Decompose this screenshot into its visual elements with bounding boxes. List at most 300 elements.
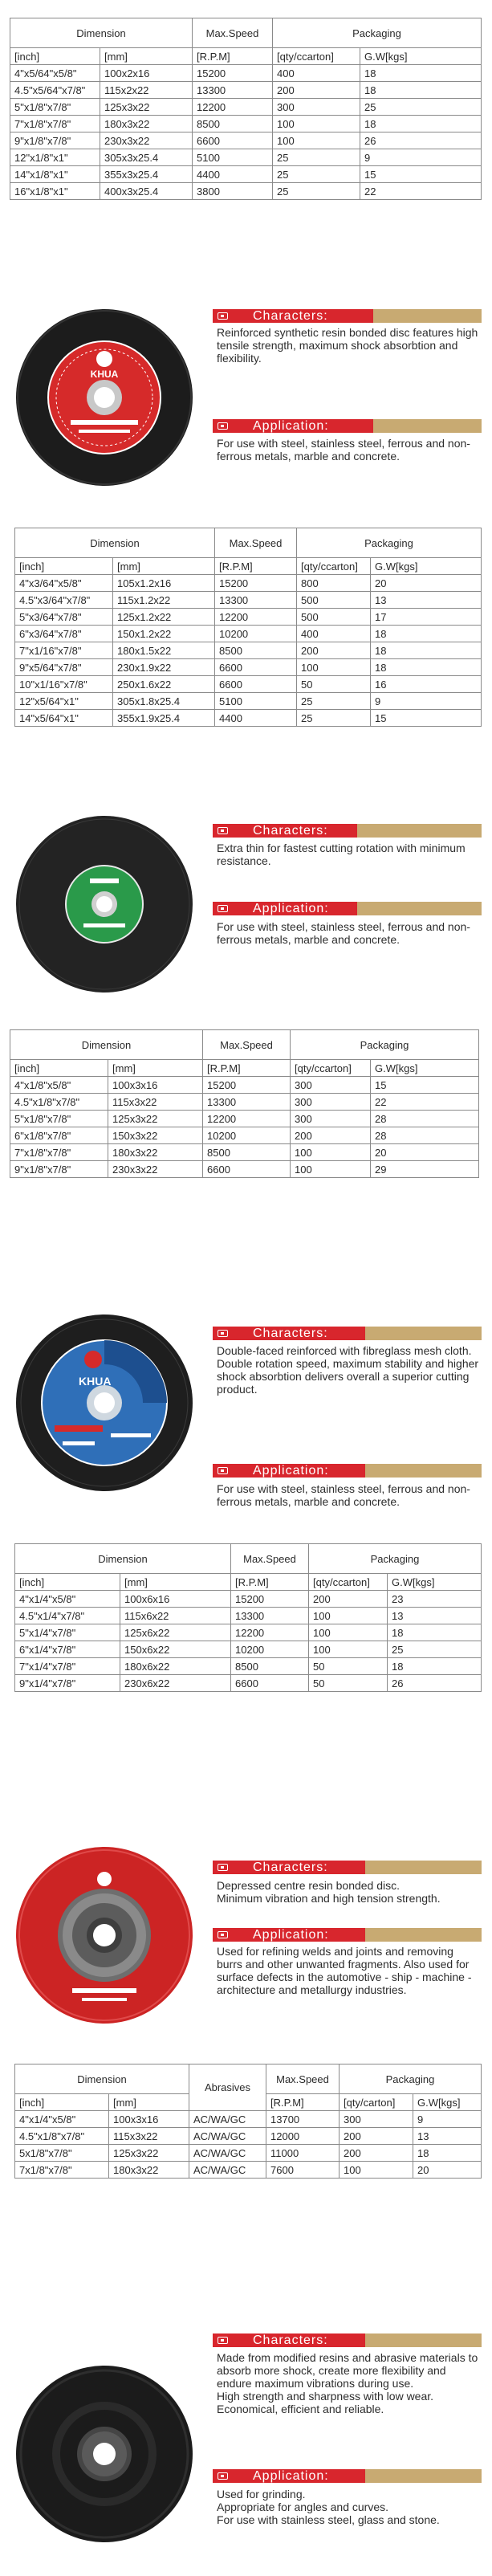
product-2-characters-text [217,842,482,867]
table-cell: 26 [388,1675,482,1692]
table-cell: 125x3x22 [100,99,193,116]
table-cell: 100x3x16 [109,2111,189,2128]
spec-table-3 [10,1029,479,1178]
table-row [10,166,482,183]
table-cell: 4"x5/64"x5/8" [10,65,100,82]
table-cell: 3800 [193,183,273,200]
table-cell: 100 [340,2162,413,2179]
table-cell: 50 [309,1675,388,1692]
table-row [10,149,482,166]
header-dimension: Dimension [10,18,193,48]
characters-label: Characters: [253,824,328,838]
subheader-rpm: [R.P.M] [215,558,297,575]
application-label: Application: [253,1464,329,1478]
table-row [15,575,482,592]
table-cell: 28 [371,1127,479,1144]
table-cell: 250x1.6x22 [113,676,215,693]
header-dimension: Dimension [15,1544,231,1574]
table-cell: 10200 [203,1127,291,1144]
product-3-characters-text [217,1344,482,1396]
table-cell: 6600 [203,1161,291,1178]
table-cell: 22 [360,183,482,200]
table-cell: 18 [371,659,482,676]
table-cell: 100 [273,116,360,132]
table-cell: 6"x1/4"x7/8" [15,1641,120,1658]
table-cell: 8500 [193,116,273,132]
table-cell: 200 [309,1591,388,1608]
characters-label: Characters: [253,1327,328,1340]
subheader-gw: G.W[kgs] [413,2094,482,2111]
table-cell: 11000 [266,2145,340,2162]
characters-label: Characters: [253,309,328,323]
table-cell: 8500 [231,1658,309,1675]
table-cell: 28 [371,1111,479,1127]
table-cell: 50 [309,1658,388,1675]
table-cell: 4400 [193,166,273,183]
table-row [15,609,482,626]
table-cell: 300 [291,1077,371,1094]
table-cell: 355x3x25.4 [100,166,193,183]
subheader-rpm: [R.P.M] [203,1060,291,1077]
table-cell: 18 [371,642,482,659]
table-cell: 7x1/8"x7/8" [15,2162,109,2179]
table-cell: AC/WA/GC [189,2145,266,2162]
table-cell: 100x3x16 [108,1077,203,1094]
table-cell: 6600 [215,676,297,693]
table-cell: 17 [371,609,482,626]
application-label: Application: [253,419,329,433]
subheader-mm: [mm] [108,1060,203,1077]
table-cell: 15200 [215,575,297,592]
subheader-gw: G.W[kgs] [371,1060,479,1077]
application-label: Application: [253,1928,329,1942]
table-cell: 15200 [231,1591,309,1608]
header-abrasives: Abrasives [189,2064,266,2111]
table-cell: 9 [360,149,482,166]
table-cell: 12000 [266,2128,340,2145]
characters-line: Minimum vibration and high tension strength. [217,1892,441,1905]
header-packaging: Packaging [309,1544,482,1574]
application-line: For use with steel, stainless steel, ferrous and non-ferrous metals, marble and concrete. [217,437,470,463]
product-4-application-bar [213,1928,482,1942]
play-icon [213,1864,232,1871]
play-icon [213,2472,232,2480]
table-row [15,710,482,727]
subheader-qty: [qty/ccarton] [291,1060,371,1077]
table-cell: 180x3x22 [109,2162,189,2179]
table-cell: 5"x1/8"x7/8" [10,99,100,116]
play-icon [213,1467,232,1474]
table-row [15,1608,482,1624]
table-cell: 9"x5/64"x7/8" [15,659,113,676]
subheader-gw: G.W[kgs] [371,558,482,575]
table-cell: 230x3x22 [100,132,193,149]
subheader-inch: [inch] [10,48,100,65]
table-cell: 4.5"x1/8"x7/8" [15,2128,109,2145]
subheader-rpm: [R.P.M] [193,48,273,65]
disc-brand: KHUA [90,369,119,380]
product-5-characters-bar [213,2333,482,2347]
table-row [10,1094,479,1111]
product-5-disc-image [14,2364,194,2544]
product-4-disc-image [14,1845,194,2025]
table-cell: 4"x1/8"x5/8" [10,1077,108,1094]
table-cell: 355x1.9x25.4 [113,710,215,727]
table-cell: 100 [273,132,360,149]
spec-table-1 [10,18,482,200]
product-5-characters-text [217,2351,482,2415]
table-cell: 18 [360,116,482,132]
table-cell: 12200 [215,609,297,626]
subheader-qty: [qty/ccarton] [297,558,371,575]
table-cell: 25 [297,693,371,710]
subheader-qty: [qty/carton] [340,2094,413,2111]
product-1-disc-image [14,308,194,487]
table-cell: 400x3x25.4 [100,183,193,200]
table-cell: 300 [340,2111,413,2128]
table-cell: 6600 [215,659,297,676]
subheader-qty: [qty/ccarton] [309,1574,388,1591]
table-cell: 230x6x22 [120,1675,231,1692]
table-cell: 18 [360,82,482,99]
table-cell: 13 [371,592,482,609]
header-packaging: Packaging [291,1030,479,1060]
product-2-disc-image [14,814,194,994]
table-cell: 50 [297,676,371,693]
table-cell: 800 [297,575,371,592]
table-cell: 13300 [231,1608,309,1624]
table-row [15,676,482,693]
header-max-speed: Max.Speed [231,1544,309,1574]
table-cell: 115x6x22 [120,1608,231,1624]
characters-line: Extra thin for fastest cutting rotation with minimum resistance. [217,842,466,867]
table-cell: 25 [273,166,360,183]
subheader-rpm: [R.P.M] [266,2094,340,2111]
table-row [15,626,482,642]
table-cell: 13300 [203,1094,291,1111]
table-row [15,642,482,659]
product-1-characters-text [217,326,482,365]
application-label: Application: [253,902,329,915]
table-row [10,1161,479,1178]
table-cell: 105x1.2x16 [113,575,215,592]
play-icon [213,827,232,834]
table-row [10,99,482,116]
table-cell: 100 [309,1641,388,1658]
table-cell: 300 [291,1094,371,1111]
subheader-inch: [inch] [10,1060,108,1077]
table-cell: 18 [371,626,482,642]
table-cell: 4.5"x5/64"x7/8" [10,82,100,99]
table-cell: 180x3x22 [108,1144,203,1161]
characters-label: Characters: [253,1861,328,1874]
table-cell: 13300 [193,82,273,99]
table-cell: 6"x1/8"x7/8" [10,1127,108,1144]
table-cell: 15 [371,1077,479,1094]
table-row [15,2128,482,2145]
table-row [15,2111,482,2128]
product-2-application-text [217,920,482,946]
play-icon [213,1931,232,1938]
subheader-inch: [inch] [15,558,113,575]
subheader-inch: [inch] [15,2094,109,2111]
table-cell: 20 [413,2162,482,2179]
header-packaging: Packaging [297,528,482,558]
table-row [15,659,482,676]
product-2-characters-bar [213,824,482,838]
table-cell: 500 [297,609,371,626]
subheader-gw: G.W[kgs] [360,48,482,65]
table-cell: 9"x1/8"x7/8" [10,1161,108,1178]
table-cell: 115x3x22 [108,1094,203,1111]
table-cell: 13700 [266,2111,340,2128]
table-cell: 14"x1/8"x1" [10,166,100,183]
table-cell: 12"x1/8"x1" [10,149,100,166]
characters-line: High strength and sharpness with low wear. Economical, efficient and reliable. [217,2390,434,2415]
table-cell: 200 [291,1127,371,1144]
product-4-application-text [217,1945,482,1996]
table-cell: 5x1/8"x7/8" [15,2145,109,2162]
product-4-characters-bar [213,1861,482,1874]
header-dimension: Dimension [15,528,215,558]
table-cell: 12"x5/64"x1" [15,693,113,710]
table-row [15,2162,482,2179]
table-cell: 22 [371,1094,479,1111]
table-cell: 25 [297,710,371,727]
application-line: Appropriate for angles and curves. [217,2501,389,2513]
table-cell: 125x6x22 [120,1624,231,1641]
table-cell: 400 [297,626,371,642]
table-cell: 10"x1/16"x7/8" [15,676,113,693]
table-cell: 5"x1/4"x7/8" [15,1624,120,1641]
subheader-mm: [mm] [120,1574,231,1591]
table-cell: 4.5"x3/64"x7/8" [15,592,113,609]
table-cell: 15200 [193,65,273,82]
characters-line: Depressed centre resin bonded disc. [217,1879,401,1892]
table-cell: 8500 [203,1144,291,1161]
subheader-mm: [mm] [109,2094,189,2111]
table-cell: 200 [273,82,360,99]
table-cell: 12200 [231,1624,309,1641]
table-row [10,1127,479,1144]
application-line: For use with steel, stainless steel, ferrous and non-ferrous metals, marble and concrete. [217,1482,470,1508]
table-cell: 13 [388,1608,482,1624]
table-cell: 13 [413,2128,482,2145]
table-cell: 7"x1/8"x7/8" [10,1144,108,1161]
table-row [10,132,482,149]
table-cell: 200 [340,2128,413,2145]
subheader-inch: [inch] [15,1574,120,1591]
table-cell: 4"x1/4"x5/8" [15,2111,109,2128]
table-cell: 230x3x22 [108,1161,203,1178]
table-cell: 18 [388,1658,482,1675]
table-cell: 300 [273,99,360,116]
table-cell: 125x3x22 [108,1111,203,1127]
table-row [15,693,482,710]
table-cell: 23 [388,1591,482,1608]
table-cell: 25 [360,99,482,116]
header-packaging: Packaging [273,18,482,48]
table-cell: 150x6x22 [120,1641,231,1658]
product-4-characters-text [217,1879,482,1905]
table-cell: 6600 [193,132,273,149]
table-row [10,1077,479,1094]
application-label: Application: [253,2469,329,2483]
spec-table-2 [14,528,482,727]
characters-label: Characters: [253,2333,328,2347]
spec-table-4 [14,1543,482,1692]
table-cell: 7600 [266,2162,340,2179]
table-cell: 25 [388,1641,482,1658]
table-row [10,183,482,200]
product-5-application-text [217,2488,482,2526]
table-cell: 6600 [231,1675,309,1692]
header-dimension: Dimension [15,2064,189,2094]
table-cell: 18 [360,65,482,82]
characters-line: Reinforced synthetic resin bonded disc features high tensile strength, maximum shock absorbtion and flexibility. [217,326,478,365]
table-cell: 5100 [215,693,297,710]
table-row [15,2145,482,2162]
table-cell: 4"x3/64"x5/8" [15,575,113,592]
table-row [10,1144,479,1161]
table-cell: 100 [297,659,371,676]
table-cell: 7"x1/4"x7/8" [15,1658,120,1675]
table-cell: 100 [309,1608,388,1624]
disc-brand: KHUA [79,1375,112,1388]
product-1-characters-bar [213,309,482,323]
characters-line: Made from modified resins and abrasive materials to absorb more shock, create more flexibility and endure maximum vibrations during use. [217,2351,478,2390]
header-packaging: Packaging [340,2064,482,2094]
table-cell: 125x1.2x22 [113,609,215,626]
table-cell: 305x1.8x25.4 [113,693,215,710]
subheader-rpm: [R.P.M] [231,1574,309,1591]
table-cell: 18 [388,1624,482,1641]
table-cell: 500 [297,592,371,609]
table-cell: 13300 [215,592,297,609]
characters-line: Double-faced reinforced with fibreglass mesh cloth. Double rotation speed, maximum stability and higher shock absorbtion delivers overall a superior cutting product. [217,1344,479,1396]
table-cell: 9"x1/4"x7/8" [15,1675,120,1692]
table-cell: 4"x1/4"x5/8" [15,1591,120,1608]
table-cell: 25 [273,183,360,200]
table-cell: 100x2x16 [100,65,193,82]
header-max-speed: Max.Speed [266,2064,340,2094]
subheader-qty: [qty/ccarton] [273,48,360,65]
table-cell: 18 [413,2145,482,2162]
table-cell: 16"x1/8"x1" [10,183,100,200]
table-cell: 125x3x22 [109,2145,189,2162]
product-3-disc-image [14,1313,194,1493]
table-cell: 180x3x22 [100,116,193,132]
play-icon [213,905,232,912]
table-cell: 115x3x22 [109,2128,189,2145]
table-cell: AC/WA/GC [189,2111,266,2128]
table-cell: 10200 [231,1641,309,1658]
table-cell: 16 [371,676,482,693]
table-cell: 12200 [203,1111,291,1127]
table-cell: 14"x5/64"x1" [15,710,113,727]
table-row [10,82,482,99]
product-5-application-bar [213,2469,482,2483]
application-line: Used for refining welds and joints and removing burrs and other unwanted fragments. Also used for surface defects in the automotive - ship - machine - architecture and metallurgy industries. [217,1945,472,1996]
table-cell: 10200 [215,626,297,642]
table-row [15,592,482,609]
product-2-application-bar [213,902,482,915]
subheader-mm: [mm] [100,48,193,65]
table-cell: 100 [291,1144,371,1161]
table-cell: 15200 [203,1077,291,1094]
table-cell: 400 [273,65,360,82]
table-cell: 200 [297,642,371,659]
table-cell: 100 [309,1624,388,1641]
table-row [15,1675,482,1692]
header-max-speed: Max.Speed [193,18,273,48]
table-cell: 15 [360,166,482,183]
table-cell: 5100 [193,149,273,166]
header-dimension: Dimension [10,1030,203,1060]
table-cell: 115x2x22 [100,82,193,99]
table-row [10,1111,479,1127]
table-cell: 305x3x25.4 [100,149,193,166]
table-cell: 15 [371,710,482,727]
table-cell: 150x3x22 [108,1127,203,1144]
table-row [15,1591,482,1608]
table-cell: 150x1.2x22 [113,626,215,642]
table-cell: 9"x1/8"x7/8" [10,132,100,149]
table-cell: 20 [371,575,482,592]
table-cell: 180x1.5x22 [113,642,215,659]
table-cell: 8500 [215,642,297,659]
table-cell: 9 [371,693,482,710]
application-line: For use with stainless steel, glass and stone. [217,2513,440,2526]
table-cell: 20 [371,1144,479,1161]
table-cell: 100x6x16 [120,1591,231,1608]
play-icon [213,2337,232,2344]
table-cell: 4.5"x1/8"x7/8" [10,1094,108,1111]
table-row [10,65,482,82]
table-cell: 9 [413,2111,482,2128]
application-line: Used for grinding. [217,2488,306,2501]
table-cell: 300 [291,1111,371,1127]
header-max-speed: Max.Speed [203,1030,291,1060]
table-row [15,1658,482,1675]
table-cell: 5"x3/64"x7/8" [15,609,113,626]
product-3-application-bar [213,1464,482,1478]
product-1-application-text [217,437,482,463]
table-row [10,116,482,132]
header-max-speed: Max.Speed [215,528,297,558]
product-3-characters-bar [213,1327,482,1340]
table-cell: 200 [340,2145,413,2162]
table-cell: AC/WA/GC [189,2128,266,2145]
table-cell: 5"x1/8"x7/8" [10,1111,108,1127]
table-cell: 26 [360,132,482,149]
table-cell: 29 [371,1161,479,1178]
table-row [15,1624,482,1641]
table-cell: 12200 [193,99,273,116]
subheader-gw: G.W[kgs] [388,1574,482,1591]
table-cell: AC/WA/GC [189,2162,266,2179]
table-cell: 180x6x22 [120,1658,231,1675]
play-icon [213,312,232,320]
spec-table-5 [14,2064,482,2179]
table-cell: 115x1.2x22 [113,592,215,609]
table-cell: 100 [291,1161,371,1178]
product-1-application-bar [213,419,482,433]
play-icon [213,1330,232,1337]
table-cell: 25 [273,149,360,166]
table-cell: 4400 [215,710,297,727]
table-cell: 230x1.9x22 [113,659,215,676]
